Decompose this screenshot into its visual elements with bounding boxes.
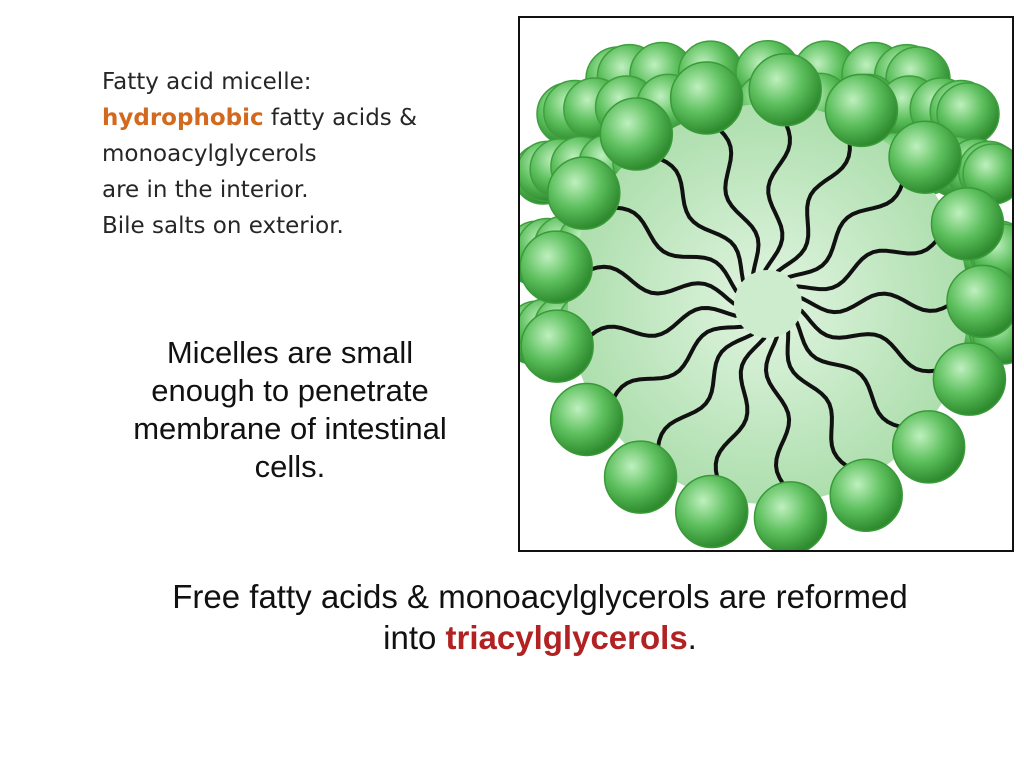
- summary-line-2-suffix: .: [687, 619, 697, 656]
- micelle-note-line-4: cells.: [254, 449, 326, 484]
- intro-line-2-rest: fatty acids &: [263, 105, 418, 131]
- polar-head-1: [825, 74, 897, 146]
- triacylglycerols-highlight: triacylglycerols: [445, 619, 688, 656]
- polar-head-0: [749, 54, 821, 126]
- polar-head-6: [893, 411, 965, 483]
- micelle-core: [734, 270, 802, 338]
- summary-line-1: Free fatty acids & monoacylglycerols are reformed: [172, 578, 908, 615]
- micelle-note-line-3: membrane of intestinal: [133, 411, 447, 446]
- micelle-illustration: [520, 18, 1012, 550]
- summary-line-2-prefix: into: [383, 619, 446, 656]
- polar-head-8: [754, 482, 826, 550]
- polar-head-5: [933, 343, 1005, 415]
- polar-head-13: [520, 231, 592, 303]
- polar-head-15: [600, 98, 672, 170]
- micelle-note-line-1: Micelles are small: [166, 335, 414, 370]
- polar-head-12: [521, 310, 593, 382]
- summary-line-2: [80, 617, 1000, 658]
- polar-head-4: [947, 265, 1012, 337]
- intro-line-3: monoacylglycerols: [102, 141, 317, 167]
- summary-text: [80, 576, 1000, 658]
- micelle-note-line-2: enough to penetrate: [151, 373, 429, 408]
- polar-head-10: [605, 441, 677, 513]
- polar-head-16: [671, 62, 743, 134]
- micelle-figure: [518, 16, 1014, 552]
- micelle-note: [80, 334, 500, 486]
- polar-head-11: [551, 383, 623, 455]
- polar-head-14: [548, 157, 620, 229]
- polar-head-2: [889, 121, 961, 193]
- polar-head-7: [830, 459, 902, 531]
- polar-head-3: [932, 188, 1004, 260]
- intro-line-5: Bile salts on exterior.: [102, 213, 344, 239]
- hydrophobic-highlight: hydrophobic: [102, 105, 264, 131]
- intro-line-2: [102, 100, 502, 136]
- intro-line-4: are in the interior.: [102, 177, 309, 203]
- intro-text-block: [102, 64, 502, 244]
- polar-head-9: [676, 476, 748, 548]
- intro-line-1: Fatty acid micelle:: [102, 69, 312, 95]
